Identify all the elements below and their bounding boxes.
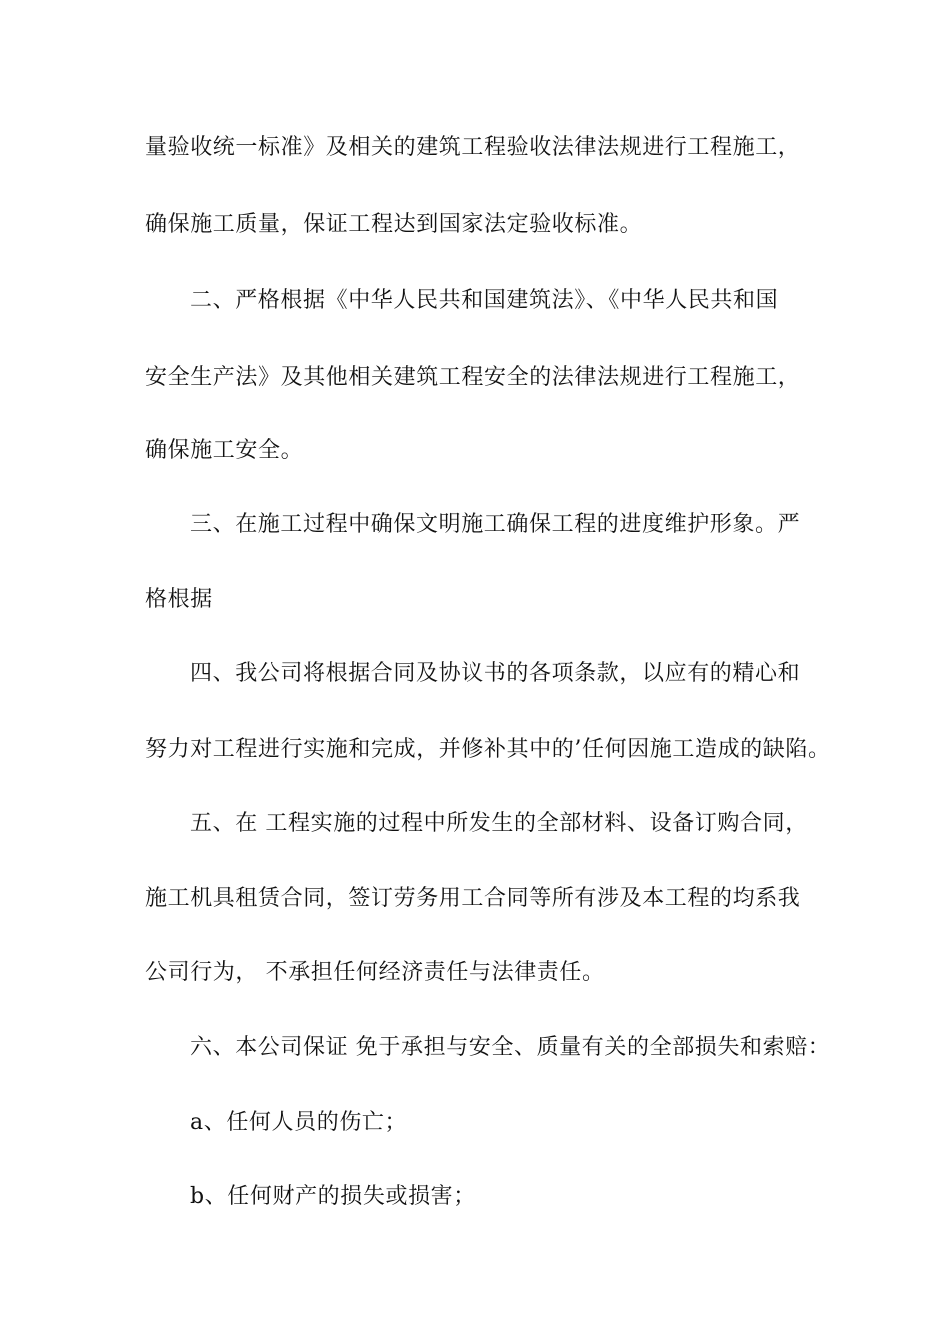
text-line: 量验收统一标准》及相关的建筑工程验收法律法规进行工程施工， bbox=[145, 135, 801, 160]
text-line: 施工机具租赁合同，签订劳务用工合同等所有涉及本工程的均系我 bbox=[145, 886, 801, 911]
text-line: 格根据 bbox=[145, 587, 213, 612]
paragraph-item-4: 四、我公司将根据合同及协议书的各项条款，以应有的精心和 bbox=[190, 661, 801, 686]
paragraph-item-5: 五、在 工程实施的过程中所发生的全部材料、设备订购合同， bbox=[190, 811, 808, 836]
text-line: 努力对工程进行实施和完成，并修补其中的’任何因施工造成的缺陷。 bbox=[145, 737, 831, 762]
text-line: 安全生产法》及其他相关建筑工程安全的法律法规进行工程施工， bbox=[145, 365, 801, 390]
text-line: 公司行为， 不承担任何经济责任与法律责任。 bbox=[145, 960, 605, 985]
paragraph-item-2: 二、严格根据《中华人民共和国建筑法》、《中华人民共和国 bbox=[190, 288, 779, 313]
text-line: 确保施工安全。 bbox=[145, 438, 304, 463]
list-item-b: b、任何财产的损失或损害； bbox=[190, 1184, 476, 1209]
list-item-a: a、任何人员的伤亡； bbox=[190, 1110, 408, 1135]
paragraph-item-3: 三、在施工过程中确保文明施工确保工程的进度维护形象。严 bbox=[190, 512, 801, 537]
paragraph-item-6: 六、本公司保证 免于承担与安全、质量有关的全部损失和索赔： bbox=[190, 1035, 831, 1060]
text-line: 确保施工质量，保证工程达到国家法定验收标准。 bbox=[145, 212, 643, 237]
